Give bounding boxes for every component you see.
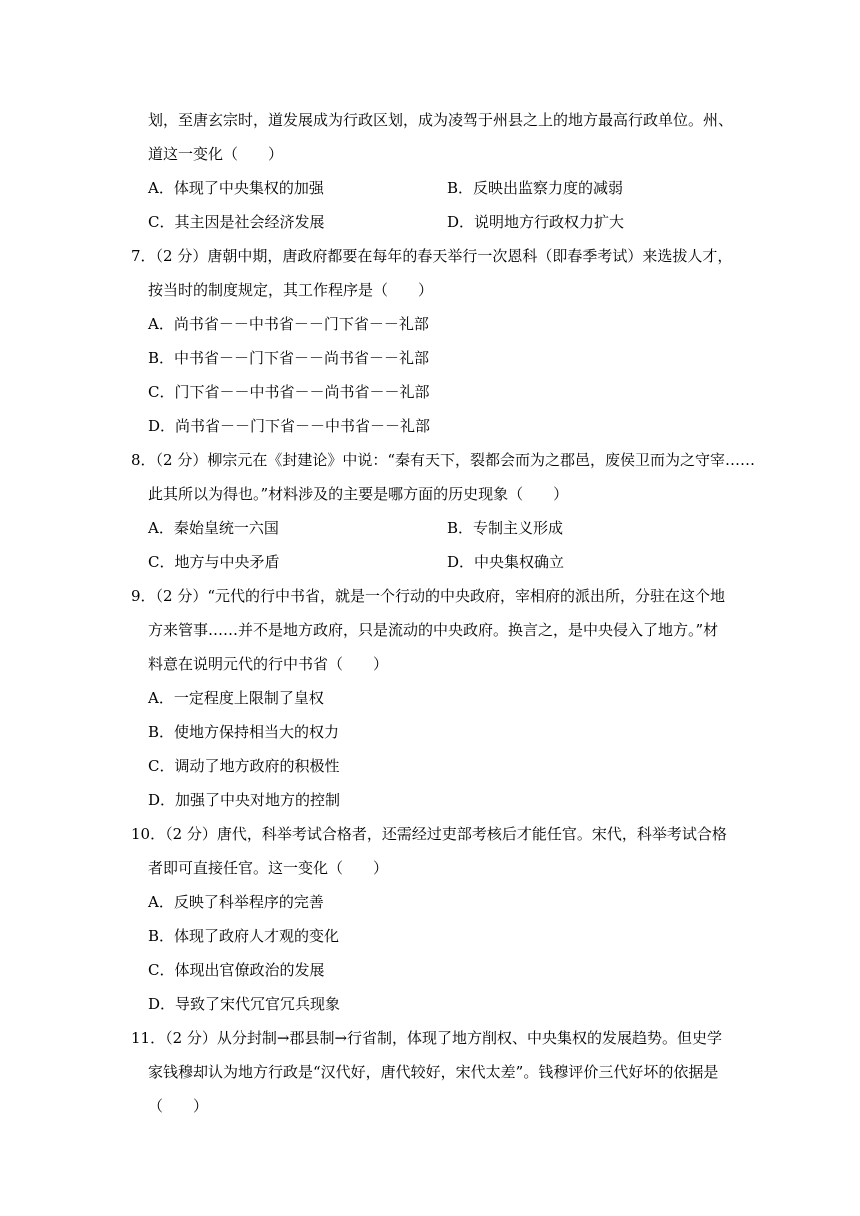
- q6-stem-line-1: 划，至唐玄宗时，道发展成为行政区划，成为凌驾于州县之上的地方最高行政单位。州、: [148, 111, 734, 129]
- q9-stem-line-3: 料意在说明元代的行中书省（ ）: [148, 655, 389, 673]
- q10-stem-line-2: 者即可直接任官。这一变化（ ）: [148, 859, 389, 877]
- q7-option-a[interactable]: A．尚书省－－中书省－－门下省－－礼部: [148, 315, 429, 333]
- q10-option-c[interactable]: C．体现出官僚政治的发展: [148, 961, 325, 979]
- q6-option-d[interactable]: D．说明地方行政权力扩大: [447, 213, 625, 231]
- q9-option-d[interactable]: D．加强了中央对地方的控制: [148, 791, 341, 809]
- q9-option-b[interactable]: B．使地方保持相当大的权力: [148, 723, 340, 741]
- q7-option-c[interactable]: C．门下省－－中书省－－尚书省－－礼部: [148, 383, 430, 401]
- q7-stem-line-1: 7．（2 分）唐朝中期，唐政府都要在每年的春天举行一次恩科（即春季考试）来选拔人才，: [131, 247, 733, 265]
- q7-stem-line-2: 按当时的制度规定，其工作程序是（ ）: [148, 281, 434, 299]
- q6-option-a[interactable]: A．体现了中央集权的加强: [148, 179, 324, 197]
- q6-stem-line-2: 道这一变化（ ）: [148, 145, 284, 163]
- q7-option-d[interactable]: D．尚书省－－门下省－－中书省－－礼部: [148, 417, 431, 435]
- q10-option-d[interactable]: D．导致了宋代冗官冗兵现象: [148, 995, 341, 1013]
- q9-option-c[interactable]: C．调动了地方政府的积极性: [148, 757, 340, 775]
- q7-option-b[interactable]: B．中书省－－门下省－－尚书省－－礼部: [148, 349, 430, 367]
- q9-stem-line-2: 方来管事……并不是地方政府，只是流动的中央政府。换言之，是中央侵入了地方。”材: [148, 621, 719, 639]
- q8-stem-line-1: 8．（2 分）柳宗元在《封建论》中说：“秦有天下，裂都会而为之郡邑，废侯卫而为之守宰……: [131, 451, 756, 469]
- q9-option-a[interactable]: A．一定程度上限制了皇权: [148, 689, 324, 707]
- q8-stem-line-2: 此其所以为得也。”材料涉及的主要是哪方面的历史现象（ ）: [148, 485, 569, 503]
- q10-stem-line-1: 10．（2 分）唐代，科举考试合格者，还需经过吏部考核后才能任官。宋代，科举考试合格: [131, 825, 727, 843]
- q8-option-b[interactable]: B．专制主义形成: [447, 519, 564, 537]
- q6-option-c[interactable]: C．其主因是社会经济发展: [148, 213, 325, 231]
- q10-option-b[interactable]: B．体现了政府人才观的变化: [148, 927, 340, 945]
- q8-option-c[interactable]: C．地方与中央矛盾: [148, 553, 280, 571]
- q11-stem-line-2: 家钱穆却认为地方行政是“汉代好，唐代较好，宋代太差”。钱穆评价三代好坏的依据是: [148, 1063, 719, 1081]
- q9-stem-line-1: 9．（2 分）“元代的行中书省，就是一个行动的中央政府，宰相府的派出所，分驻在这个地: [131, 587, 726, 605]
- q10-option-a[interactable]: A．反映了科举程序的完善: [148, 893, 324, 911]
- q11-stem-line-3: （ ）: [148, 1097, 209, 1115]
- q11-stem-line-1: 11．（2 分）从分封制→郡县制→行省制，体现了地方削权、中央集权的发展趋势。但史学: [131, 1029, 723, 1047]
- q8-option-d[interactable]: D．中央集权确立: [447, 553, 565, 571]
- q8-option-a[interactable]: A．秦始皇统一六国: [148, 519, 279, 537]
- q6-option-b[interactable]: B．反映出监察力度的减弱: [447, 179, 624, 197]
